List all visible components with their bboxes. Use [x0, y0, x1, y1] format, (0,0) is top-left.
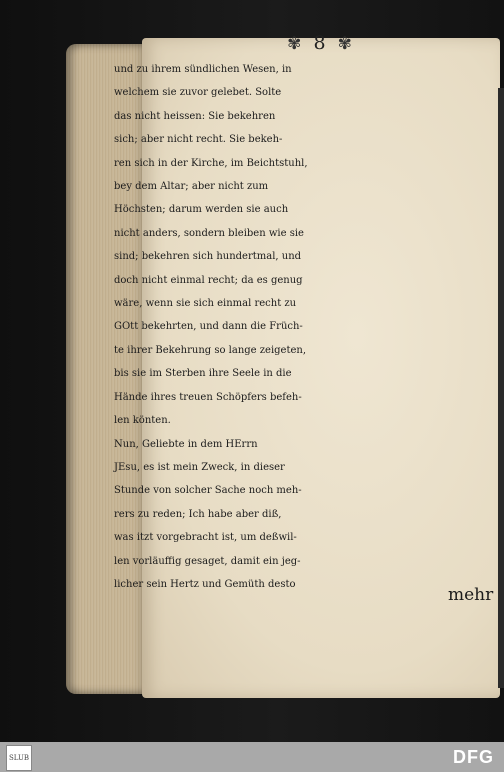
text-line: GOtt bekehrten, und dann die Früch-	[114, 321, 303, 333]
text-line: sind; bekehren sich hundertmal, und	[114, 251, 302, 263]
text-line: nicht anders, sondern bleiben wie sie	[114, 227, 304, 239]
ornament-right-icon: ✾	[337, 34, 355, 54]
text-line: bis sie im Sterben ihre Seele in die	[114, 368, 292, 380]
text-line: licher sein Hertz und Gemüth desto	[114, 578, 296, 590]
text-line: len könten.	[114, 415, 171, 427]
ornament-left-icon: ✾	[287, 34, 305, 54]
dfg-logo[interactable]: DFG	[453, 747, 494, 767]
viewer-footer	[0, 742, 504, 772]
catchword: mehr	[448, 585, 494, 605]
library-logo[interactable]: SLUB	[6, 745, 32, 771]
text-line: Stunde von solcher Sache noch meh-	[114, 485, 302, 497]
text-line: was itzt vorgebracht ist, um deßwil-	[114, 532, 297, 544]
text-line: Nun, Geliebte in dem HErrn	[114, 438, 258, 450]
text-line: JEsu, es ist mein Zweck, in dieser	[114, 461, 285, 473]
page-body-text	[114, 58, 454, 596]
page-number: 8	[313, 32, 329, 54]
text-line: und zu ihrem sündlichen Wesen, in	[114, 64, 292, 75]
text-line: ren sich in der Kirche, im Beichtstuhl,	[114, 157, 308, 169]
text-line: wäre, wenn sie sich einmal recht zu	[114, 298, 297, 310]
text-line: sich; aber nicht recht. Sie bekeh-	[114, 134, 283, 146]
text-line: rers zu reden; Ich habe aber diß,	[114, 508, 282, 520]
text-line: welchem sie zuvor gelebet. Solte	[114, 87, 282, 99]
text-line: Höchsten; darum werden sie auch	[114, 204, 289, 216]
text-line: doch nicht einmal recht; da es genug	[114, 274, 303, 286]
text-line: Hände ihres treuen Schöpfers befeh-	[114, 391, 302, 403]
text-line: te ihrer Bekehrung so lange zeigeten,	[114, 344, 307, 356]
text-line: len vorläuffig gesaget, damit ein jeg-	[114, 555, 301, 567]
facing-page-edge	[498, 88, 504, 688]
text-line: das nicht heissen: Sie bekehren	[114, 110, 276, 122]
text-line: bey dem Altar; aber nicht zum	[114, 181, 269, 193]
